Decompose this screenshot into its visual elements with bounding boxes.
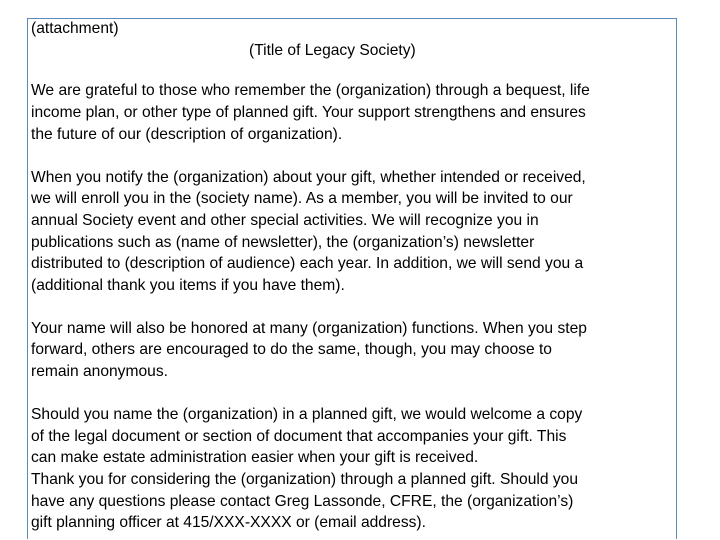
attachment-label: (attachment) bbox=[31, 20, 119, 37]
paragraph-line: annual Society event and other special activities. We will recognize you in bbox=[31, 211, 539, 229]
paragraph-line: income plan, or other type of planned gift. Your support strengthens and ensures bbox=[31, 104, 586, 122]
document-title: (Title of Legacy Society) bbox=[249, 41, 416, 59]
paragraph-line: can make estate administration easier when your gift is received. bbox=[31, 449, 479, 467]
paragraph-line: When you notify the (organization) about your gift, whether intended or received, bbox=[31, 168, 586, 186]
paragraph-line: Thank you for considering the (organization) through a planned gift. Should you bbox=[31, 470, 578, 488]
paragraph-line: publications such as (name of newsletter), the (organization’s) newsletter bbox=[31, 233, 535, 251]
paragraph-line: the future of our (description of organization). bbox=[31, 125, 343, 143]
paragraph-line: gift planning officer at 415/XXX-XXXX or (email address). bbox=[31, 514, 426, 532]
paragraph-line: (additional thank you items if you have them). bbox=[31, 277, 345, 295]
paragraph-contact bbox=[31, 404, 679, 534]
paragraph-line: forward, others are encouraged to do the same, though, you may choose to bbox=[31, 341, 552, 359]
paragraph-membership bbox=[31, 167, 679, 297]
paragraph-line: remain anonymous. bbox=[31, 363, 168, 381]
document-body bbox=[31, 18, 679, 534]
paragraph-intro bbox=[31, 80, 679, 145]
paragraph-line: We are grateful to those who remember the (organization) through a bequest, life bbox=[31, 82, 590, 100]
paragraph-line: of the legal document or section of document that accompanies your gift. This bbox=[31, 427, 567, 445]
paragraph-line: we will enroll you in the (society name). As a member, you will be invited to our bbox=[31, 190, 573, 208]
paragraph-line: Should you name the (organization) in a planned gift, we would welcome a copy bbox=[31, 405, 583, 423]
paragraph-line: distributed to (description of audience) each year. In addition, we will send you a bbox=[31, 255, 584, 273]
paragraph-line: Your name will also be honored at many (organization) functions. When you step bbox=[31, 319, 587, 337]
paragraph-line: have any questions please contact Greg Lassonde, CFRE, the (organization’s) bbox=[31, 492, 574, 510]
paragraph-recognition bbox=[31, 318, 679, 383]
